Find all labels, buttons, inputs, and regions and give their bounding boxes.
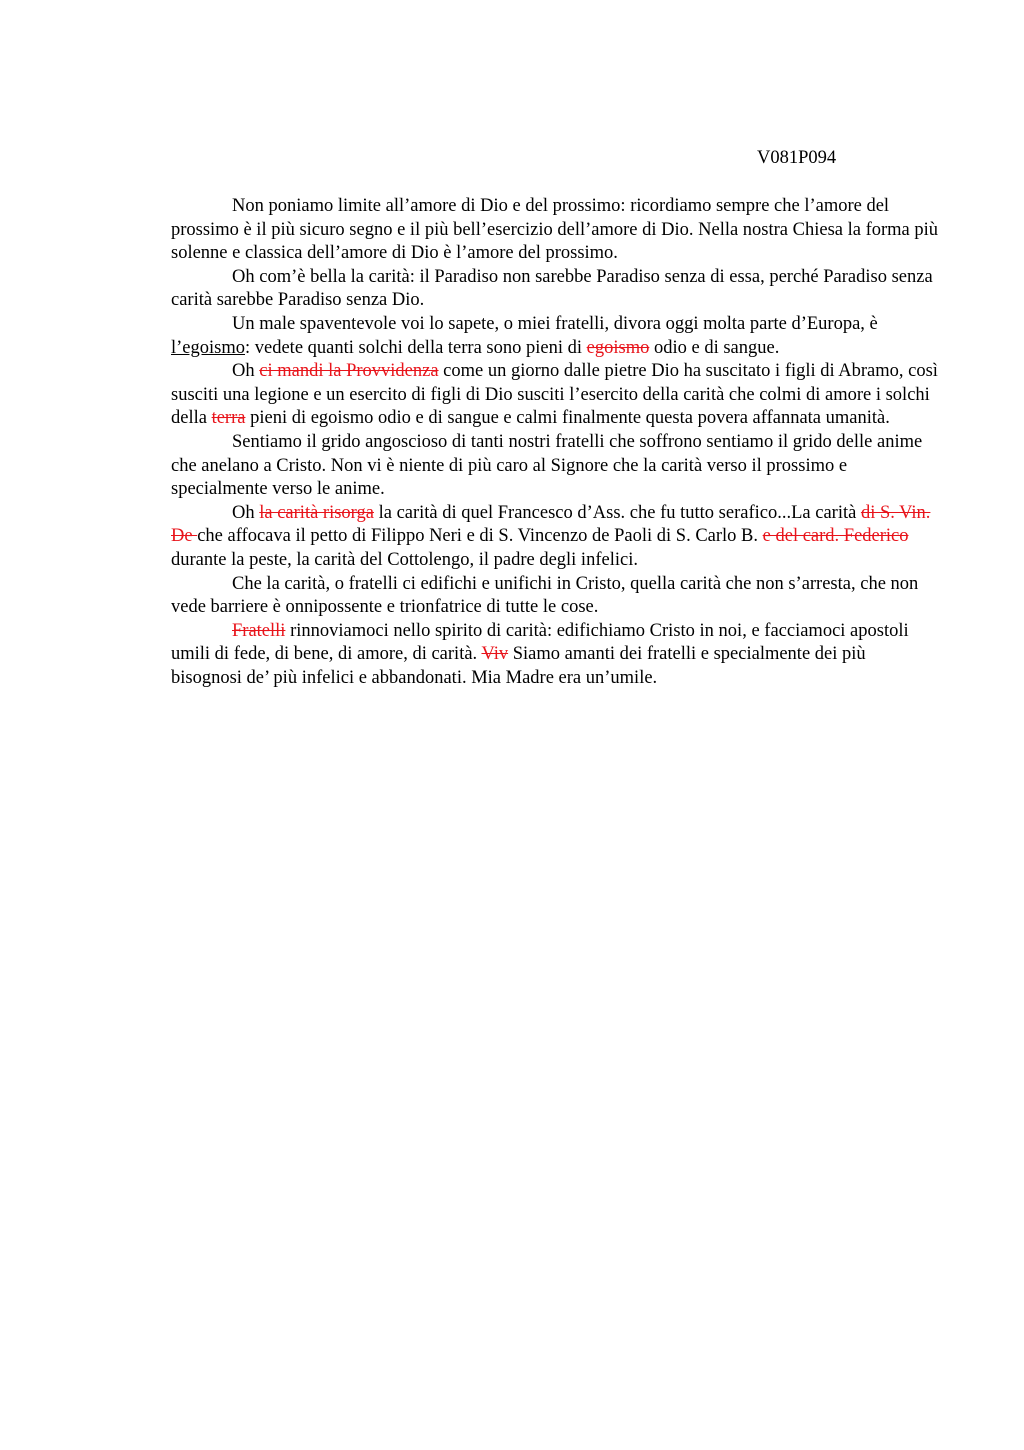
paragraph-text: odio e di sangue.	[649, 337, 780, 358]
paragraph	[171, 266, 939, 313]
paragraph-text: pieni di egoismo odio e di sangue e calmi finalmente questa povera affannata umanità.	[245, 408, 890, 429]
paragraph-text: durante la peste, la carità del Cottolengo, il padre degli infelici.	[171, 549, 638, 570]
paragraph-text: : vedete quanti solchi della terra sono pieni di	[245, 337, 587, 358]
deleted-text: e del card. Federico	[762, 526, 909, 547]
paragraph-text: Oh	[232, 502, 260, 523]
paragraph-text: Che la carità, o fratelli ci edifichi e unifichi in Cristo, quella carità che non s’arresta, che non vede barriere è onnipossente e trionfatrice di tutte le cose.	[171, 573, 919, 618]
document-id-label: V081P094	[757, 148, 837, 168]
paragraph-text: come un giorno dalle pietre Dio ha suscitato i figli di Abramo, così susciti una legione e un esercito di figli di Dio susciti l’esercito della carità che colmi di amore i solchi della	[171, 361, 938, 429]
paragraph-text: la carità di quel Francesco d’Ass. che fu tutto serafico...La carità	[373, 502, 861, 523]
paragraph-text: Un male spaventevole voi lo sapete, o miei fratelli, divora oggi molta parte d’Europa, è	[232, 313, 878, 334]
paragraph-text: Non poniamo limite all’amore di Dio e del prossimo: ricordiamo sempre che l’amore del prossimo è il più sicuro segno e il più bell’esercizio dell’amore di Dio. Nella nostra Chiesa la forma più solenne e classica dell’amore di Dio è l’amore del prossimo.	[171, 196, 939, 264]
paragraph	[171, 573, 939, 620]
paragraph	[171, 620, 939, 691]
paragraph	[171, 195, 939, 266]
deleted-text: terra	[211, 408, 246, 429]
paragraph-text: che affocava il petto di Filippo Neri e di S. Vincenzo de Paoli di S. Carlo B.	[197, 526, 763, 547]
underlined-text: l’egoismo	[171, 337, 245, 358]
paragraph	[171, 431, 939, 502]
deleted-text: Viv	[481, 644, 509, 665]
paragraph	[171, 360, 939, 431]
paragraph-text: Siamo amanti dei fratelli e specialmente dei più bisognosi de’ più infelici e abbandonati. Mia Madre era un’umile.	[171, 644, 866, 688]
document-body	[171, 195, 939, 690]
paragraph-text: Sentiamo il grido angoscioso di tanti nostri fratelli che soffrono sentiamo il grido delle anime che anelano a Cristo. Non vi è niente di più caro al Signore che la carità verso il prossimo e specialmente verso le anime.	[171, 431, 923, 500]
deleted-text: ci mandi la Provvidenza	[259, 361, 439, 382]
paragraph-text: Oh com’è bella la carità: il Paradiso non sarebbe Paradiso senza di essa, perché Paradiso senza carità sarebbe Paradiso senza Dio.	[171, 266, 933, 311]
paragraph-text: rinnoviamoci nello spirito di carità: edifichiamo Cristo in noi, e facciamoci apostoli umili di fede, di bene, di amore, di carità.	[171, 620, 909, 665]
paragraph-text: Oh	[232, 361, 260, 382]
paragraph	[171, 502, 939, 573]
deleted-text: di S. Vin. De	[171, 502, 931, 547]
deleted-text: la carità risorga	[259, 502, 374, 523]
deleted-text: egoismo	[586, 337, 650, 358]
deleted-text: Fratelli	[232, 620, 286, 641]
paragraph	[171, 313, 939, 360]
